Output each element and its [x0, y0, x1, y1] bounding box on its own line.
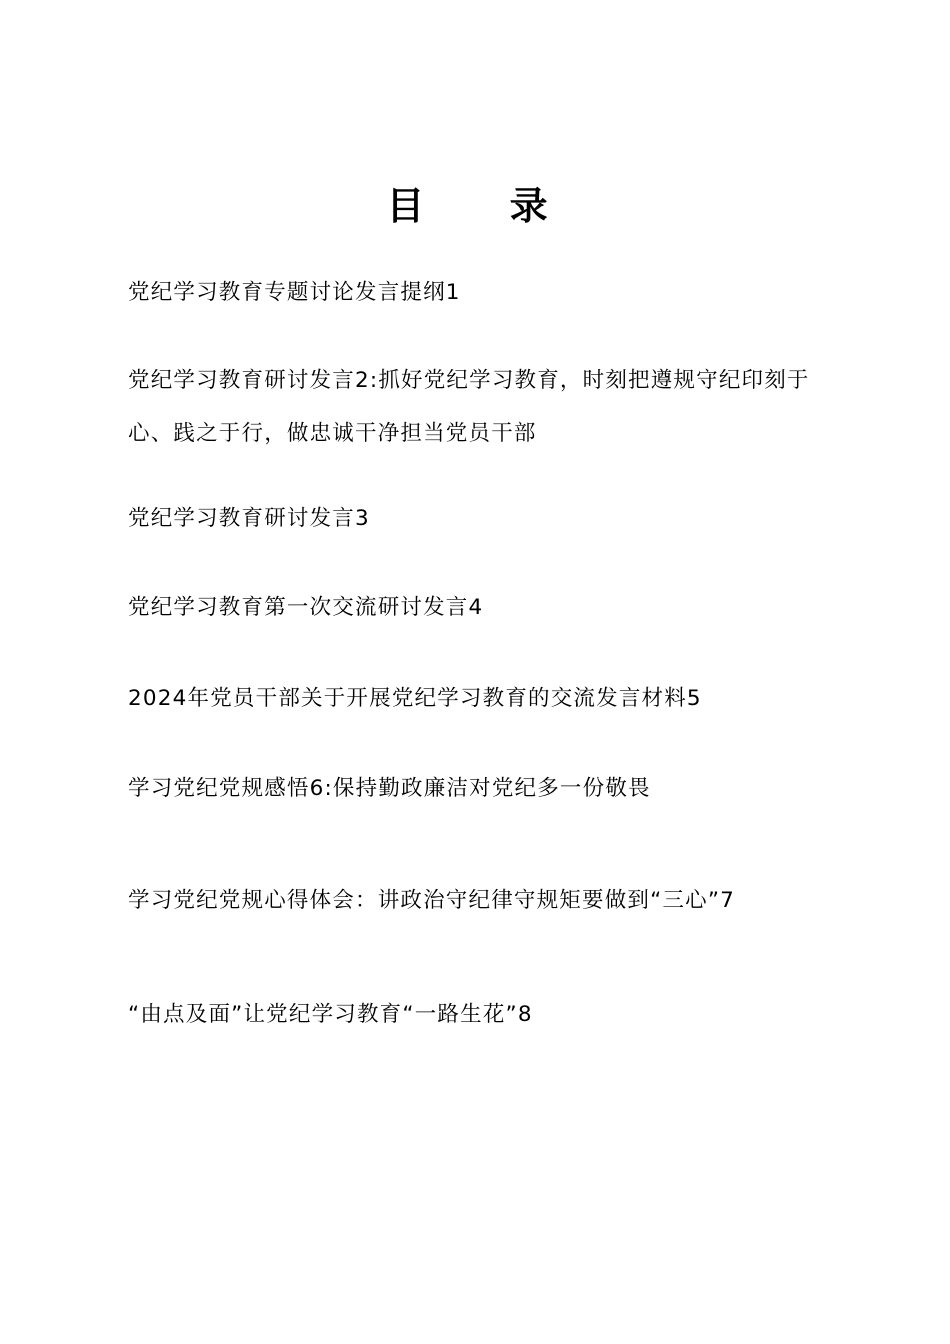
toc-entry-1[interactable]: 党纪学习教育专题讨论发言提纲1	[128, 280, 461, 305]
toc-entry-2[interactable]: 党纪学习教育研讨发言2:抓好党纪学习教育，时刻把遵规守纪印刻于心、践之于行，做忠诚干净担当党员干部	[128, 368, 810, 446]
toc-entry-7[interactable]: 学习党纪党规心得体会：讲政治守纪律守规矩要做到“三心”7	[128, 888, 736, 913]
page-title: 目 录	[386, 184, 584, 228]
toc-entry-3[interactable]: 党纪学习教育研讨发言3	[128, 506, 370, 531]
toc-entry-6[interactable]: 学习党纪党规感悟6:保持勤政廉洁对党纪多一份敬畏	[128, 776, 651, 801]
toc-entry-4[interactable]: 党纪学习教育第一次交流研讨发言4	[128, 595, 484, 620]
toc-entry-8[interactable]: “由点及面”让党纪学习教育“一路生花”8	[128, 1002, 533, 1027]
toc-entry-5[interactable]: 2024年党员干部关于开展党纪学习教育的交流发言材料5	[128, 686, 702, 711]
